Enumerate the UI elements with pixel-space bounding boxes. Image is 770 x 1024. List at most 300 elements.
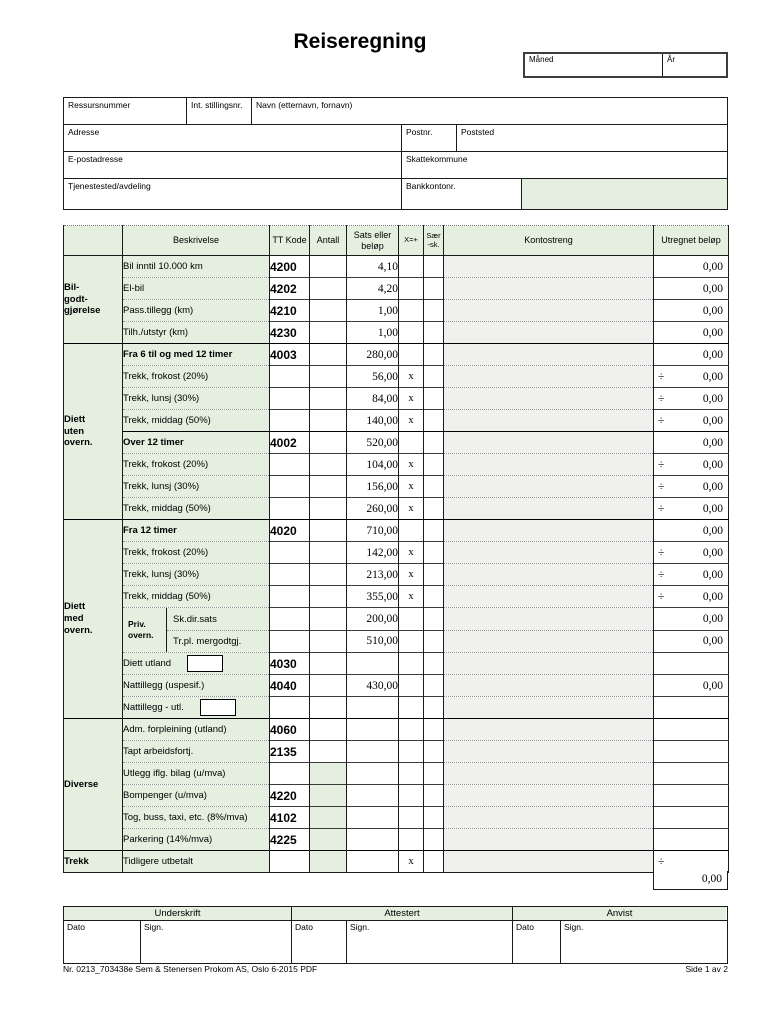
kontostreng-cell[interactable]	[444, 807, 654, 829]
utregnet-cell	[654, 608, 729, 631]
description-label: Tr.pl. mergodtgj.	[167, 630, 269, 652]
saersk-cell[interactable]	[424, 256, 444, 278]
x-mark-cell[interactable]	[399, 697, 424, 719]
sats-cell: 84,00	[347, 388, 399, 410]
saersk-cell[interactable]	[424, 520, 444, 542]
description-cell	[123, 719, 270, 741]
description-cell	[123, 586, 270, 608]
kontostreng-cell[interactable]	[444, 741, 654, 763]
description-cell	[123, 256, 270, 278]
saersk-cell[interactable]	[424, 454, 444, 476]
header-x: X=+	[399, 226, 424, 256]
utregnet-cell	[654, 520, 729, 542]
saersk-cell[interactable]	[424, 476, 444, 498]
utregnet-cell	[654, 322, 729, 344]
description-cell	[123, 366, 270, 388]
anvist-dato-field[interactable]	[513, 921, 561, 963]
sats-cell[interactable]	[347, 653, 399, 675]
saersk-cell[interactable]	[424, 630, 444, 653]
description-label: Tidligere utbetalt	[123, 856, 193, 867]
saersk-cell[interactable]	[424, 344, 444, 366]
utregnet-value: 0,00	[702, 370, 723, 383]
description-label: Over 12 timer	[123, 437, 184, 448]
x-mark-cell[interactable]	[399, 608, 424, 631]
utregnet-cell	[654, 542, 729, 564]
sats-cell[interactable]	[347, 851, 399, 873]
description-cell	[123, 278, 270, 300]
antall-cell[interactable]	[310, 278, 347, 300]
saersk-cell[interactable]	[424, 653, 444, 675]
header-saersk: Sær -sk.	[424, 226, 444, 256]
x-mark-cell[interactable]	[399, 432, 424, 454]
description-label: Trekk, lunsj (30%)	[123, 393, 200, 404]
saersk-cell[interactable]	[424, 586, 444, 608]
kontostreng-cell[interactable]	[444, 675, 654, 697]
utregnet-value: 0,00	[702, 414, 723, 427]
utregnet-value: 0,00	[702, 524, 723, 537]
kontostreng-cell[interactable]	[444, 851, 654, 873]
aar-label: År	[667, 55, 675, 64]
description-cell	[123, 697, 270, 719]
antall-cell[interactable]	[310, 851, 347, 873]
row-group-label: Diett med overn.	[64, 520, 123, 719]
x-mark-cell[interactable]	[399, 719, 424, 741]
x-mark-cell: x	[399, 366, 424, 388]
saersk-cell[interactable]	[424, 322, 444, 344]
kontostreng-cell[interactable]	[444, 300, 654, 322]
description-label: Utlegg iflg. bilag (u/mva)	[123, 768, 226, 779]
tt-code-cell: 4040	[270, 675, 310, 697]
bankkontonr-field[interactable]	[401, 179, 521, 209]
kontostreng-cell[interactable]	[444, 410, 654, 432]
dato-label: Dato	[67, 922, 85, 932]
antall-cell[interactable]	[310, 763, 347, 785]
utregnet-cell[interactable]	[654, 829, 729, 851]
x-mark-cell: x	[399, 454, 424, 476]
tt-code-cell	[270, 476, 310, 498]
antall-cell[interactable]	[310, 542, 347, 564]
x-mark-cell[interactable]	[399, 256, 424, 278]
kontostreng-cell[interactable]	[444, 763, 654, 785]
antall-cell[interactable]	[310, 410, 347, 432]
kontostreng-cell[interactable]	[444, 454, 654, 476]
kontostreng-cell[interactable]	[444, 564, 654, 586]
antall-cell[interactable]	[310, 586, 347, 608]
description-cell	[123, 785, 270, 807]
blank-box[interactable]	[200, 699, 236, 716]
skattekommune-label: Skattekommune	[406, 154, 468, 164]
description-label: Nattillegg (uspesif.)	[123, 680, 205, 691]
x-mark-cell[interactable]	[399, 829, 424, 851]
antall-cell[interactable]	[310, 388, 347, 410]
sats-cell[interactable]	[347, 807, 399, 829]
saersk-cell[interactable]	[424, 432, 444, 454]
attestert-dato-field[interactable]	[292, 921, 347, 963]
utregnet-value: 0,00	[702, 480, 723, 493]
utregnet-value: 0,00	[702, 326, 723, 339]
sats-cell: 56,00	[347, 366, 399, 388]
utregnet-cell	[654, 344, 729, 366]
antall-cell[interactable]	[310, 498, 347, 520]
antall-cell[interactable]	[310, 454, 347, 476]
utregnet-cell	[654, 454, 729, 476]
antall-cell[interactable]	[310, 653, 347, 675]
kontostreng-cell[interactable]	[444, 785, 654, 807]
antall-cell[interactable]	[310, 807, 347, 829]
x-mark-cell[interactable]	[399, 807, 424, 829]
description-cell	[123, 300, 270, 322]
saersk-cell[interactable]	[424, 542, 444, 564]
utregnet-cell	[654, 630, 729, 653]
tt-code-cell: 4003	[270, 344, 310, 366]
x-mark-cell[interactable]	[399, 675, 424, 697]
description-label: Trekk, frokost (20%)	[123, 459, 209, 470]
sats-cell[interactable]	[347, 697, 399, 719]
antall-cell[interactable]	[310, 256, 347, 278]
description-cell	[123, 807, 270, 829]
description-cell	[123, 542, 270, 564]
utregnet-cell[interactable]	[654, 763, 729, 785]
kontostreng-cell[interactable]	[444, 697, 654, 719]
kontostreng-cell[interactable]	[444, 498, 654, 520]
description-cell	[123, 653, 270, 675]
tt-code-cell	[270, 586, 310, 608]
bankkontonr-label: Bankkontonr.	[406, 181, 456, 191]
description-cell	[123, 454, 270, 476]
header-kontostreng: Kontostreng	[444, 226, 654, 256]
minus-sign: ÷	[658, 458, 665, 471]
sats-cell[interactable]	[347, 719, 399, 741]
blank-box[interactable]	[187, 655, 223, 672]
antall-cell[interactable]	[310, 300, 347, 322]
description-cell	[123, 498, 270, 520]
saersk-cell[interactable]	[424, 366, 444, 388]
anvist-sign-field[interactable]	[561, 921, 726, 963]
sats-cell: 213,00	[347, 564, 399, 586]
antall-cell[interactable]	[310, 829, 347, 851]
sats-cell: 710,00	[347, 520, 399, 542]
sats-cell: 1,00	[347, 322, 399, 344]
description-cell	[123, 322, 270, 344]
skattekommune-field[interactable]	[401, 152, 727, 178]
sats-cell[interactable]	[347, 741, 399, 763]
tt-code-cell: 4060	[270, 719, 310, 741]
header-utregnet: Utregnet beløp	[654, 226, 729, 256]
saersk-cell[interactable]	[424, 564, 444, 586]
utregnet-value: 0,00	[702, 304, 723, 317]
kontostreng-cell[interactable]	[444, 586, 654, 608]
int-stillingsnr-field[interactable]	[186, 98, 251, 124]
ressursnummer-field[interactable]	[64, 98, 186, 124]
sats-cell: 156,00	[347, 476, 399, 498]
tt-code-cell	[270, 388, 310, 410]
description-label: Pass.tillegg (km)	[123, 305, 194, 316]
kontostreng-cell[interactable]	[444, 719, 654, 741]
description-label: Trekk, middag (50%)	[123, 503, 211, 514]
utregnet-cell	[654, 675, 729, 697]
saersk-cell[interactable]	[424, 278, 444, 300]
expense-table	[63, 225, 729, 873]
header-tt-kode: TT Kode	[270, 226, 310, 256]
bankkontonr-input-area[interactable]	[521, 179, 727, 209]
description-cell	[123, 829, 270, 851]
saersk-cell[interactable]	[424, 498, 444, 520]
utregnet-cell	[654, 300, 729, 322]
antall-cell[interactable]	[310, 697, 347, 719]
saersk-cell[interactable]	[424, 300, 444, 322]
priv-overn-split-cell	[123, 608, 270, 653]
kontostreng-cell[interactable]	[444, 388, 654, 410]
row-group-label: Diett uten overn.	[64, 344, 123, 520]
saersk-cell[interactable]	[424, 741, 444, 763]
saersk-cell[interactable]	[424, 697, 444, 719]
saersk-cell[interactable]	[424, 719, 444, 741]
adresse-field[interactable]	[64, 125, 401, 151]
x-mark-cell: x	[399, 851, 424, 873]
minus-sign: ÷	[658, 414, 665, 427]
tt-code-cell	[270, 697, 310, 719]
page-footer	[63, 964, 728, 974]
description-label: Trekk, middag (50%)	[123, 415, 211, 426]
minus-sign: ÷	[658, 590, 665, 603]
x-mark-cell: x	[399, 388, 424, 410]
antall-cell[interactable]	[310, 322, 347, 344]
utregnet-value: 0,00	[702, 458, 723, 471]
tt-code-cell: 4102	[270, 807, 310, 829]
description-cell	[123, 564, 270, 586]
antall-cell[interactable]	[310, 608, 347, 631]
kontostreng-cell[interactable]	[444, 829, 654, 851]
tt-code-cell: 4020	[270, 520, 310, 542]
x-mark-cell: x	[399, 542, 424, 564]
description-label: Trekk, middag (50%)	[123, 591, 211, 602]
description-label: Tapt arbeidsfortj.	[123, 746, 194, 757]
antall-cell[interactable]	[310, 366, 347, 388]
utregnet-cell	[654, 586, 729, 608]
utregnet-cell	[654, 256, 729, 278]
sats-cell: 1,00	[347, 300, 399, 322]
saersk-cell[interactable]	[424, 785, 444, 807]
description-label: El-bil	[123, 283, 145, 294]
kontostreng-cell[interactable]	[444, 630, 654, 653]
x-mark-cell[interactable]	[399, 344, 424, 366]
x-mark-cell[interactable]	[399, 763, 424, 785]
navn-label: Navn (etternavn, fornavn)	[256, 100, 353, 110]
description-cell	[123, 432, 270, 454]
x-mark-cell[interactable]	[399, 300, 424, 322]
epostadresse-field[interactable]	[64, 152, 401, 178]
kontostreng-cell[interactable]	[444, 476, 654, 498]
expense-table-wrap	[63, 225, 729, 873]
underskrift-sign-field[interactable]	[141, 921, 291, 963]
kontostreng-cell[interactable]	[444, 432, 654, 454]
description-label: Diett utland	[123, 658, 172, 670]
x-mark-cell: x	[399, 410, 424, 432]
header-group-cell	[64, 226, 123, 256]
antall-cell[interactable]	[310, 675, 347, 697]
antall-cell[interactable]	[310, 564, 347, 586]
signature-block	[63, 906, 728, 964]
utregnet-cell	[654, 366, 729, 388]
x-mark-cell: x	[399, 476, 424, 498]
sign-label: Sign.	[350, 922, 370, 932]
tt-code-cell	[270, 851, 310, 873]
sats-cell: 260,00	[347, 498, 399, 520]
poststed-field[interactable]	[456, 125, 727, 151]
utregnet-value: 0,00	[702, 502, 723, 515]
kontostreng-cell[interactable]	[444, 366, 654, 388]
saersk-cell[interactable]	[424, 388, 444, 410]
attestert-sign-field[interactable]	[347, 921, 512, 963]
x-mark-cell[interactable]	[399, 630, 424, 653]
utregnet-cell	[654, 476, 729, 498]
utregnet-cell	[654, 498, 729, 520]
description-cell	[123, 410, 270, 432]
description-label: Trekk, frokost (20%)	[123, 371, 209, 382]
sats-cell[interactable]	[347, 829, 399, 851]
saersk-cell[interactable]	[424, 807, 444, 829]
grand-total-value: 0,00	[653, 871, 728, 890]
sign-label: Sign.	[564, 922, 584, 932]
antall-cell[interactable]	[310, 741, 347, 763]
description-label: Bompenger (u/mva)	[123, 790, 207, 801]
minus-sign: ÷	[658, 502, 665, 515]
tt-code-cell	[270, 564, 310, 586]
sats-cell: 200,00	[347, 608, 399, 631]
kontostreng-cell[interactable]	[444, 520, 654, 542]
kontostreng-cell[interactable]	[444, 322, 654, 344]
description-cell	[123, 344, 270, 366]
tt-code-cell: 4210	[270, 300, 310, 322]
kontostreng-cell[interactable]	[444, 542, 654, 564]
footer-page-number: Side 1 av 2	[685, 964, 728, 974]
utregnet-cell[interactable]	[654, 807, 729, 829]
kontostreng-cell[interactable]	[444, 608, 654, 631]
saersk-cell[interactable]	[424, 608, 444, 631]
kontostreng-cell[interactable]	[444, 278, 654, 300]
minus-sign: ÷	[658, 546, 665, 559]
description-label: Trekk, lunsj (30%)	[123, 481, 200, 492]
postnr-label: Postnr.	[406, 127, 433, 137]
utregnet-value: 0,00	[702, 612, 723, 625]
footer-form-number: Nr. 0213_703438e Sem & Stenersen Prokom AS, Oslo 6-2015 PDF	[63, 964, 318, 974]
saersk-cell[interactable]	[424, 763, 444, 785]
period-box	[523, 52, 728, 78]
tt-code-cell	[270, 542, 310, 564]
header-antall: Antall	[310, 226, 347, 256]
sats-cell[interactable]	[347, 763, 399, 785]
antall-cell[interactable]	[310, 630, 347, 653]
maaned-field[interactable]	[525, 54, 662, 76]
sats-cell: 142,00	[347, 542, 399, 564]
sats-cell[interactable]	[347, 785, 399, 807]
utregnet-cell[interactable]	[654, 741, 729, 763]
navn-field[interactable]	[251, 98, 727, 124]
antall-cell[interactable]	[310, 344, 347, 366]
aar-field[interactable]	[662, 54, 726, 76]
int-stillingsnr-label: Int. stillingsnr.	[191, 100, 243, 110]
antall-cell[interactable]	[310, 432, 347, 454]
x-mark-cell[interactable]	[399, 785, 424, 807]
utregnet-value: 0,00	[702, 348, 723, 361]
underskrift-dato-field[interactable]	[64, 921, 141, 963]
kontostreng-cell[interactable]	[444, 344, 654, 366]
sats-cell: 510,00	[347, 630, 399, 653]
minus-sign: ÷	[658, 855, 665, 868]
utregnet-value: 0,00	[702, 392, 723, 405]
personal-info-block	[63, 97, 728, 210]
description-cell	[123, 851, 270, 873]
sats-cell: 280,00	[347, 344, 399, 366]
saersk-cell[interactable]	[424, 410, 444, 432]
priv-overn-label: Priv. overn.	[123, 608, 167, 652]
description-label: Bil inntil 10.000 km	[123, 261, 203, 272]
poststed-label: Poststed	[461, 127, 495, 137]
description-label: Adm. forpleining (utland)	[123, 724, 227, 735]
utregnet-value: 0,00	[702, 679, 723, 692]
tt-code-cell: 4202	[270, 278, 310, 300]
utregnet-cell	[654, 564, 729, 586]
minus-sign: ÷	[658, 480, 665, 493]
utregnet-value: 0,00	[702, 568, 723, 581]
description-label: Trekk, frokost (20%)	[123, 547, 209, 558]
utregnet-cell[interactable]	[654, 697, 729, 719]
saersk-cell[interactable]	[424, 675, 444, 697]
postnr-field[interactable]	[401, 125, 456, 151]
kontostreng-cell[interactable]	[444, 653, 654, 675]
description-cell	[123, 476, 270, 498]
sats-cell: 520,00	[347, 432, 399, 454]
description-cell	[123, 741, 270, 763]
dato-label: Dato	[295, 922, 313, 932]
x-mark-cell[interactable]	[399, 278, 424, 300]
x-mark-cell[interactable]	[399, 653, 424, 675]
tt-code-cell	[270, 608, 310, 631]
utregnet-cell[interactable]	[654, 785, 729, 807]
utregnet-cell[interactable]	[654, 653, 729, 675]
kontostreng-cell[interactable]	[444, 256, 654, 278]
minus-sign: ÷	[658, 392, 665, 405]
antall-cell[interactable]	[310, 785, 347, 807]
tt-code-cell: 4200	[270, 256, 310, 278]
attestert-header: Attestert	[291, 907, 512, 920]
x-mark-cell: x	[399, 564, 424, 586]
adresse-label: Adresse	[68, 127, 100, 137]
tjenestested-label: Tjenestested/avdeling	[68, 181, 151, 191]
anvist-header: Anvist	[512, 907, 726, 920]
sats-cell: 355,00	[347, 586, 399, 608]
antall-cell[interactable]	[310, 719, 347, 741]
sats-cell: 4,20	[347, 278, 399, 300]
x-mark-cell[interactable]	[399, 322, 424, 344]
saersk-cell[interactable]	[424, 851, 444, 873]
maaned-label: Måned	[529, 55, 554, 64]
tjenestested-field[interactable]	[64, 179, 401, 209]
utregnet-cell	[654, 851, 729, 873]
saersk-cell[interactable]	[424, 829, 444, 851]
utregnet-cell[interactable]	[654, 719, 729, 741]
antall-cell[interactable]	[310, 476, 347, 498]
utregnet-value: 0,00	[702, 546, 723, 559]
antall-cell[interactable]	[310, 520, 347, 542]
utregnet-value: 0,00	[702, 436, 723, 449]
header-sats: Sats eller beløp	[347, 226, 399, 256]
tt-code-cell: 4002	[270, 432, 310, 454]
x-mark-cell[interactable]	[399, 741, 424, 763]
utregnet-cell	[654, 432, 729, 454]
x-mark-cell[interactable]	[399, 520, 424, 542]
utregnet-value: 0,00	[702, 260, 723, 273]
